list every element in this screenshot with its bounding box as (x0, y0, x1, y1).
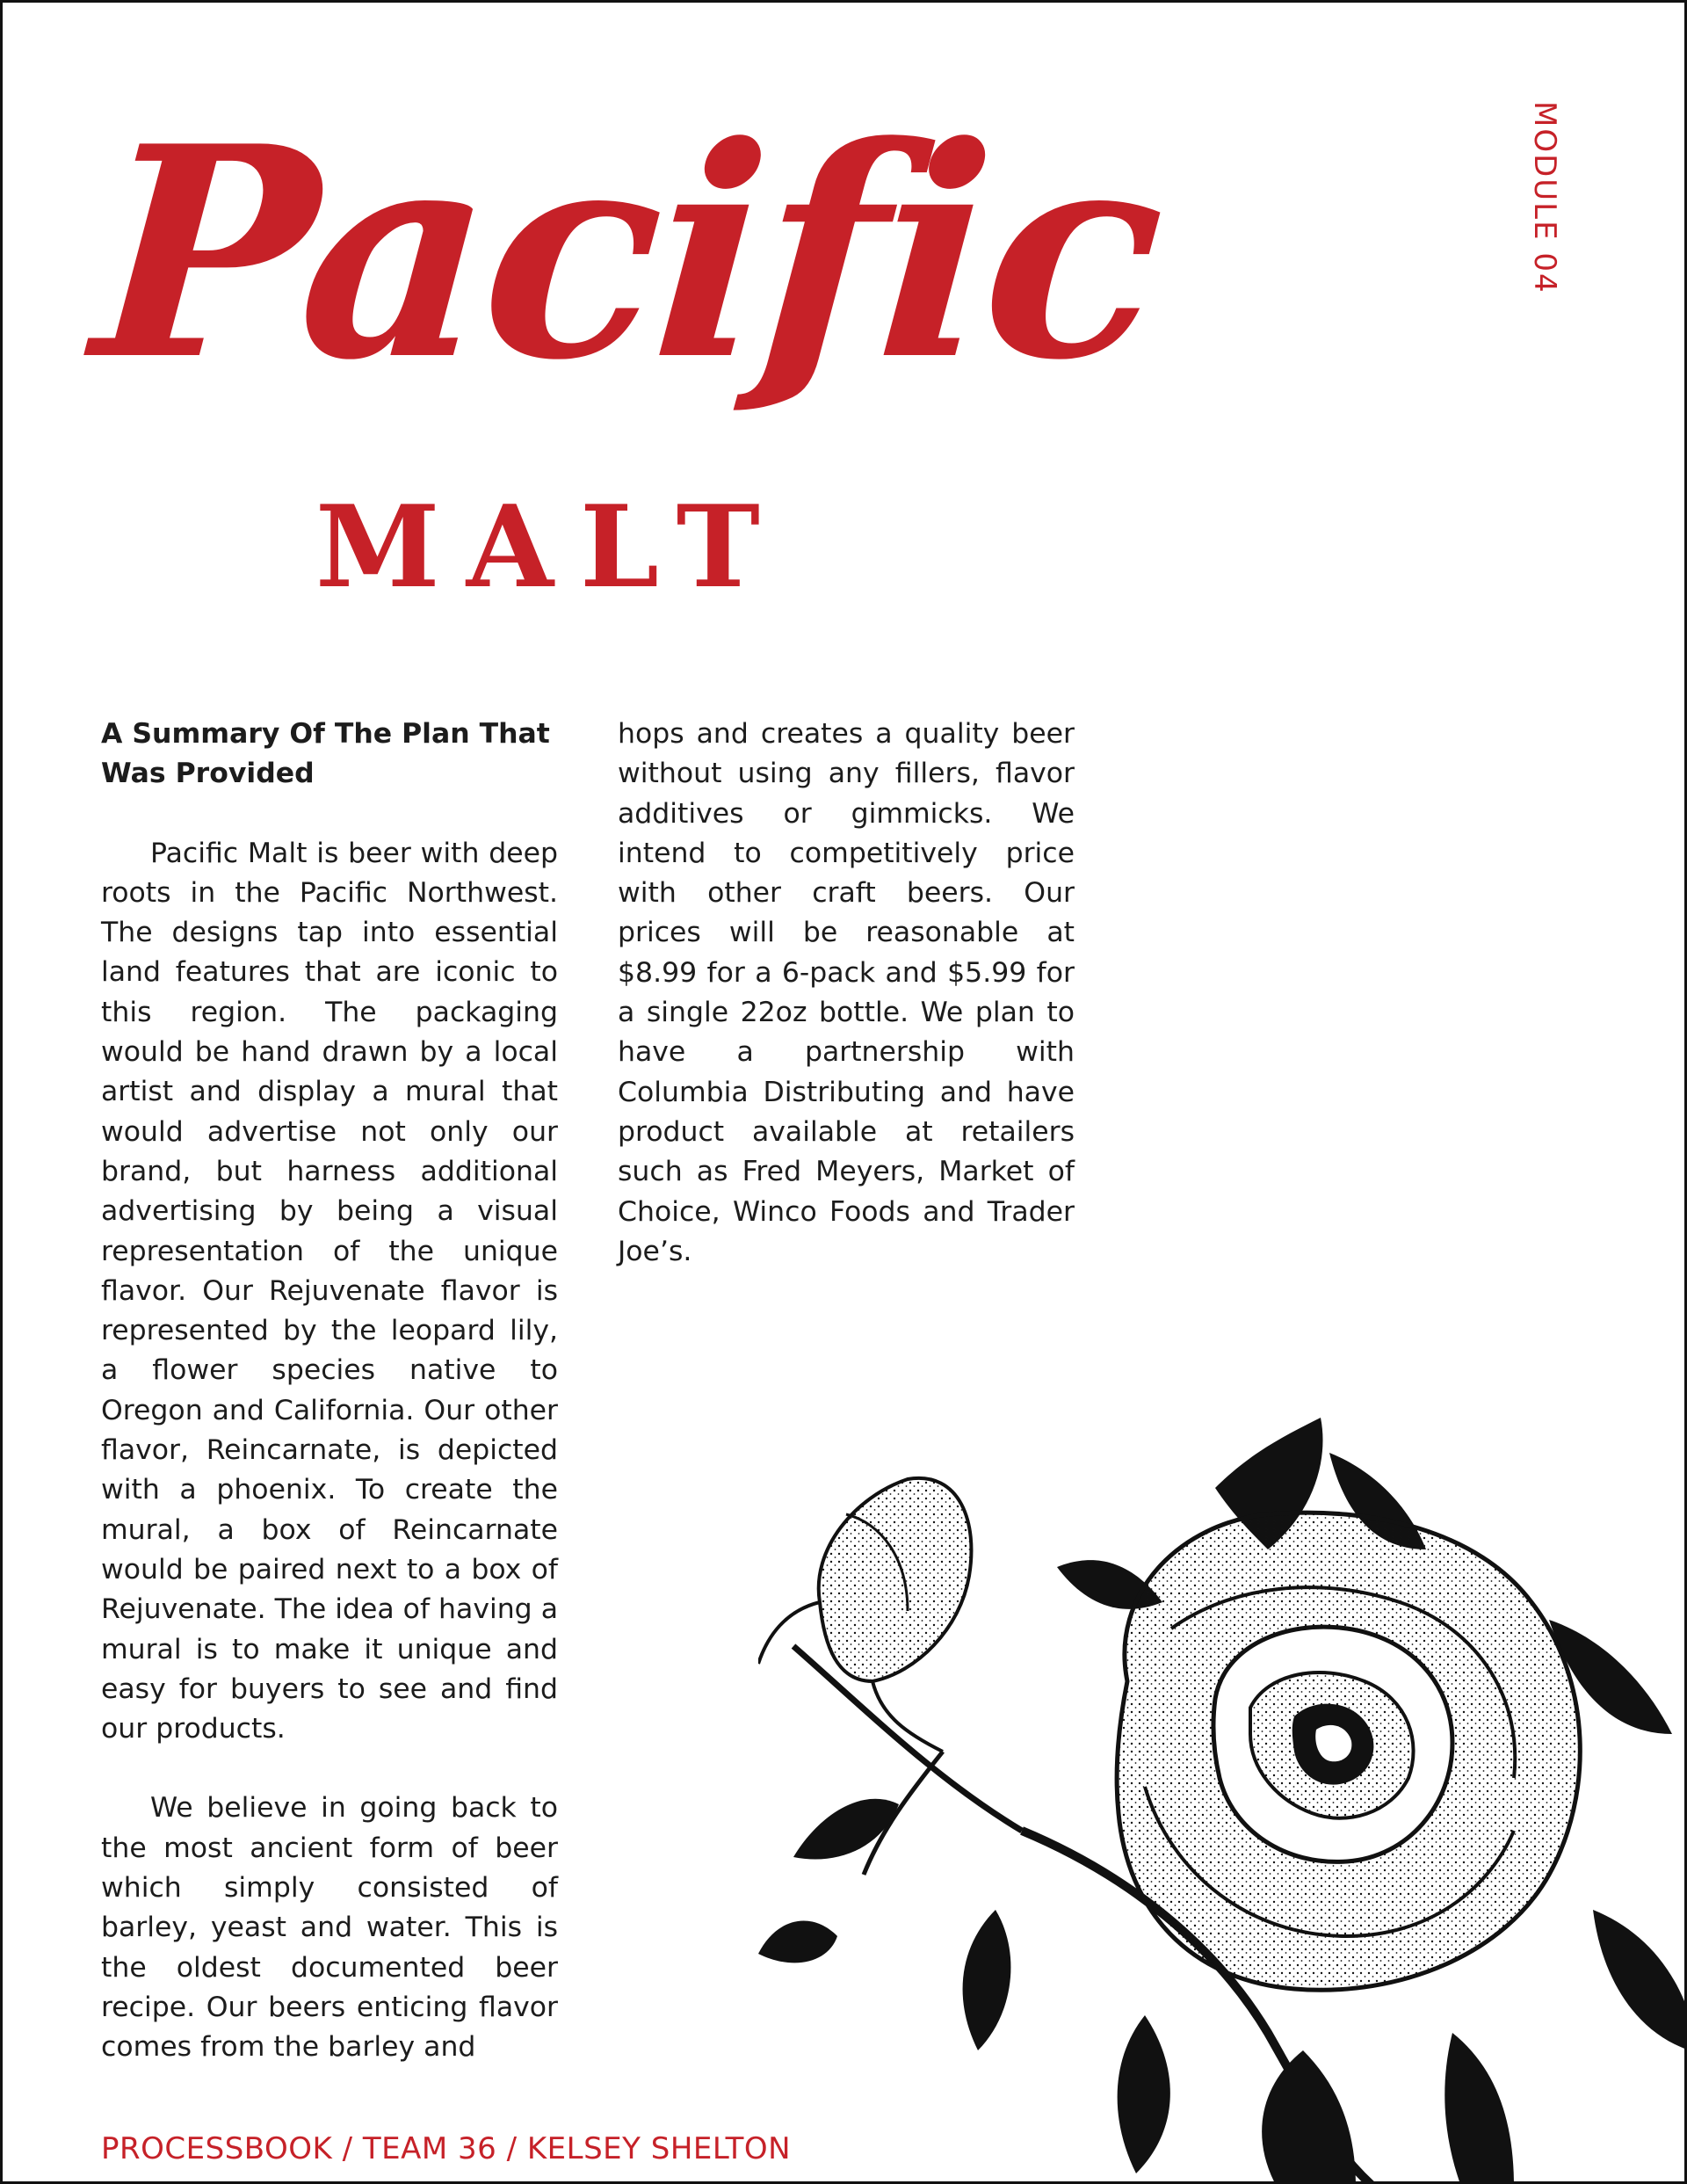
summary-paragraph-1: Pacific Malt is beer with deep roots in the Pacific Northwest. The designs tap into essential land features that are iconic to this region. The packaging would be hand drawn by a local artist and display a mural that would advertise not only our brand, but harness additional advertising by being a visual representation of the unique flavor. Our Rejuvenate flavor is represented by the leopard lily, a flower species native to Oregon and California. Our other flavor, Reincarnate, is depicted with a phoenix. To create the mural, a box of Reincarnate would be paired next to a box of Rejuvenate. The idea of having a mural is to make it unique and easy for buyers to see and find our products. (101, 837, 558, 1745)
summary-paragraph-3: hops and creates a quality beer without using any fillers, flavor additives or gimmicks. We intend to competitively price with other craft beers. Our prices will be reasonable at $8.99 for a 6-pack and $5.99 for a single 22oz bottle. We plan to have a partnership with Columbia Distributing and have product available at retailers such as Fred Meyers, Market of Choice, Winco Foods and Trader Joe’s. (618, 718, 1075, 1267)
logo-script-wordmark: Pacific (85, 83, 1169, 424)
summary-heading: A Summary Of The Plan That Was Provided (101, 718, 550, 790)
footer-credit: PROCESSBOOK / TEAM 36 / KELSEY SHELTON (101, 2131, 792, 2166)
text-column-right (618, 715, 1075, 1311)
logo-sub-wordmark: MALT (315, 482, 786, 613)
summary-paragraph-2: We believe in going back to the most ancient form of beer which simply consisted of barley, yeast and water. This is the oldest documented beer recipe. Our beers enticing flavor comes from the barley and (101, 1792, 558, 2064)
rose-illustration (758, 1418, 1687, 2184)
text-column-left (101, 715, 558, 2108)
module-label: MODULE 04 (1527, 101, 1562, 294)
